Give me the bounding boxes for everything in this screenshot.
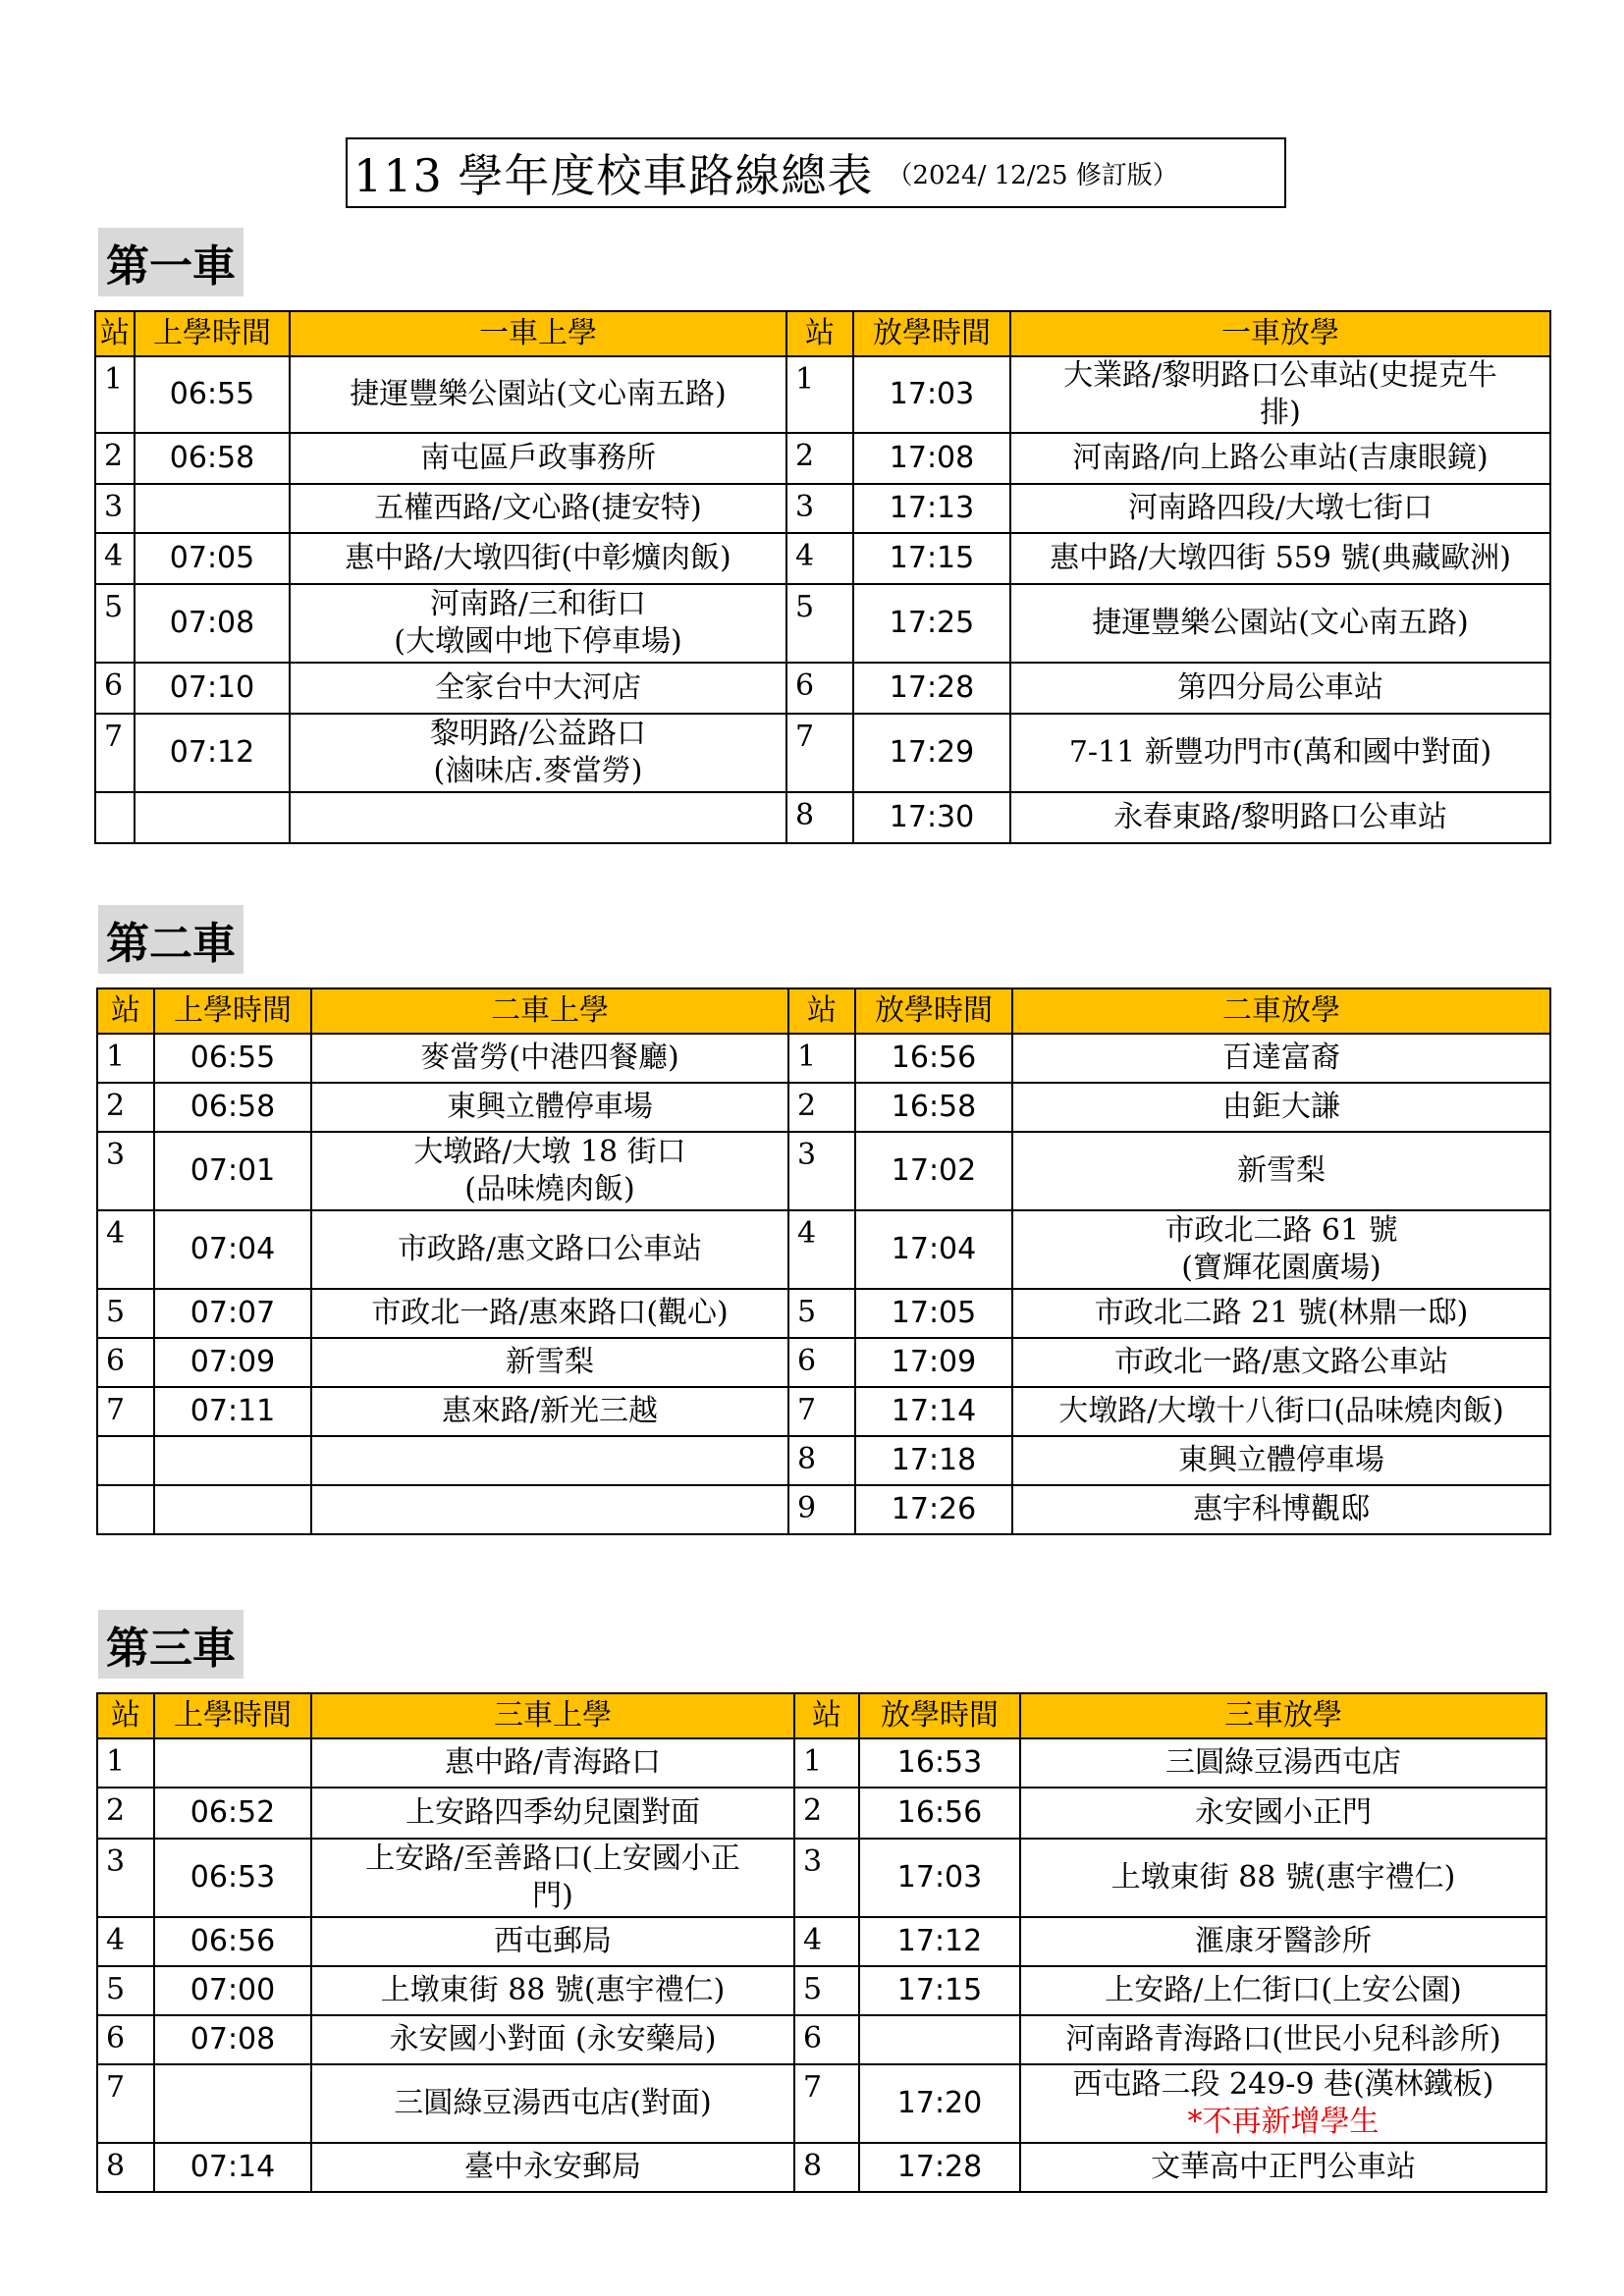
pm-place-line: 上墩東街 88 號(惠宇禮仁) [1110, 1860, 1456, 1895]
table-row [97, 2143, 1546, 2192]
am-place-line: 全家台中大河店 [435, 670, 641, 705]
pm-place-line: 河南路/向上路公車站(吉康眼鏡) [1072, 441, 1489, 475]
am-time [154, 1485, 311, 1534]
pm-stop-place [1010, 484, 1550, 533]
table-row [95, 356, 1550, 433]
pm-stop-place [1010, 714, 1550, 792]
table-row [97, 1210, 1550, 1289]
am-place-line: 黎明路/公益路口 [429, 717, 647, 751]
table-row [97, 1966, 1546, 2015]
header-am-route: 三車上學 [311, 1693, 794, 1738]
pm-stop-number: 7 [788, 1387, 855, 1436]
am-stop-number: 6 [97, 2015, 154, 2064]
pm-stop-place [1020, 1788, 1546, 1839]
am-stop-place [311, 1738, 794, 1788]
header-am-route: 二車上學 [311, 988, 788, 1034]
am-stop-number: 5 [97, 1966, 154, 2015]
pm-stop-number: 6 [788, 1338, 855, 1387]
pm-stop-place [1010, 792, 1550, 843]
table-row [97, 1436, 1550, 1485]
pm-place-line: 第四分局公車站 [1177, 670, 1383, 705]
pm-stop-place [1020, 2143, 1546, 2192]
title-main: 113 學年度校車路線總表 [353, 149, 874, 202]
am-time: 07:12 [135, 714, 290, 792]
pm-place-line: 市政北二路 61 號 [1164, 1213, 1398, 1248]
am-place-line: 五權西路/文心路(捷安特) [374, 491, 702, 525]
pm-place-line: 惠宇科博觀邸 [1193, 1492, 1370, 1526]
pm-place-line: 永春東路/黎明路口公車站 [1112, 800, 1448, 834]
pm-stop-place [1010, 584, 1550, 663]
am-place-line: 上安路四季幼兒園對面 [406, 1795, 700, 1830]
am-time: 07:08 [135, 584, 290, 663]
pm-stop-place [1020, 1917, 1546, 1966]
am-stop-number: 1 [97, 1034, 154, 1083]
am-stop-place [311, 1338, 788, 1387]
table-row [97, 1289, 1550, 1338]
pm-place-line: 滙康牙醫診所 [1195, 1924, 1372, 1958]
header-am-time: 上學時間 [135, 311, 290, 356]
am-stop-number: 6 [95, 663, 135, 714]
am-stop-place [311, 1083, 788, 1132]
car-1-route-table [94, 310, 1551, 844]
pm-stop-place [1020, 2064, 1546, 2143]
pm-place-line: 三圓綠豆湯西屯店 [1165, 1745, 1401, 1780]
am-place-line: 捷運豐樂公園站(文心南五路) [350, 377, 727, 411]
am-stop-number: 1 [97, 1738, 154, 1788]
am-stop-place [290, 584, 786, 663]
pm-stop-number: 5 [786, 584, 853, 663]
pm-time: 17:30 [853, 792, 1010, 843]
pm-time: 17:29 [853, 714, 1010, 792]
pm-time: 17:05 [855, 1289, 1012, 1338]
table-row [97, 1485, 1550, 1534]
header-pm-time: 放學時間 [859, 1693, 1020, 1738]
pm-time: 17:15 [859, 1966, 1020, 2015]
pm-stop-number: 9 [788, 1485, 855, 1534]
car-2-route-table [96, 988, 1551, 1535]
am-time: 06:55 [135, 356, 290, 433]
am-place-line: 麥當勞(中港四餐廳) [420, 1041, 679, 1075]
am-time [154, 1738, 311, 1788]
am-place-line: 臺中永安郵局 [464, 2150, 641, 2184]
table-row [97, 1917, 1546, 1966]
car-2-label: 第二車 [98, 905, 244, 974]
am-stop-number: 3 [97, 1132, 154, 1210]
table-header-row [97, 988, 1550, 1034]
pm-place-line: 河南路青海路口(世民小兒科診所) [1065, 2022, 1501, 2056]
pm-time: 16:58 [855, 1083, 1012, 1132]
am-stop-number: 2 [97, 1788, 154, 1839]
pm-place-line: 捷運豐樂公園站(文心南五路) [1092, 606, 1469, 640]
table-row [97, 1788, 1546, 1839]
table-row [95, 714, 1550, 792]
am-stop-place [311, 2064, 794, 2143]
am-stop-place [311, 1839, 794, 1917]
header-am-time: 上學時間 [154, 1693, 311, 1738]
am-place-line: 大墩路/大墩 18 街口 [413, 1135, 686, 1169]
pm-time: 17:28 [859, 2143, 1020, 2192]
am-stop-place [311, 1034, 788, 1083]
header-pm-route: 二車放學 [1012, 988, 1550, 1034]
pm-stop-place [1020, 2015, 1546, 2064]
pm-stop-number: 6 [794, 2015, 859, 2064]
am-place-line: 永安國小對面 (永安藥局) [389, 2022, 717, 2056]
pm-stop-number: 6 [786, 663, 853, 714]
pm-place-line: 河南路四段/大墩七街口 [1127, 491, 1434, 525]
header-pm-time: 放學時間 [853, 311, 1010, 356]
am-time [135, 484, 290, 533]
am-stop-place [311, 1132, 788, 1210]
pm-stop-number: 5 [794, 1966, 859, 2015]
am-stop-number: 2 [97, 1083, 154, 1132]
am-time: 06:53 [154, 1839, 311, 1917]
pm-stop-place [1010, 663, 1550, 714]
table-row [95, 663, 1550, 714]
am-time [135, 792, 290, 843]
am-place-line: 上墩東街 88 號(惠宇禮仁) [380, 1973, 726, 2007]
am-time [154, 2064, 311, 2143]
pm-stop-place [1012, 1338, 1550, 1387]
pm-stop-number: 2 [786, 433, 853, 484]
pm-place-line: 市政北二路 21 號(林鼎一邸) [1094, 1296, 1469, 1330]
pm-time: 17:14 [855, 1387, 1012, 1436]
pm-time: 17:02 [855, 1132, 1012, 1210]
pm-stop-number: 1 [788, 1034, 855, 1083]
pm-time: 17:15 [853, 533, 1010, 584]
pm-place-line: 永安國小正門 [1195, 1795, 1372, 1830]
header-pm-route: 三車放學 [1020, 1693, 1546, 1738]
table-row [95, 433, 1550, 484]
header-stop: 站 [95, 311, 135, 356]
pm-stop-number: 3 [786, 484, 853, 533]
am-place-line: (大墩國中地下停車場) [394, 624, 682, 659]
table-row [95, 792, 1550, 843]
pm-place-line: 排) [1260, 396, 1301, 430]
am-stop-number [95, 792, 135, 843]
pm-place-line: 大墩路/大墩十八街口(品味燒肉飯) [1058, 1394, 1504, 1428]
pm-stop-place [1020, 1839, 1546, 1917]
header-pm-stop: 站 [786, 311, 853, 356]
car-3-route-table [96, 1692, 1547, 2193]
pm-place-line: 西屯路二段 249-9 巷(漢林鐵板) [1072, 2067, 1494, 2102]
am-time: 06:58 [154, 1083, 311, 1132]
header-pm-stop: 站 [788, 988, 855, 1034]
pm-place-line: 惠中路/大墩四街 559 號(典藏歐洲) [1050, 541, 1511, 575]
am-place-line: 惠中路/青海路口 [444, 1745, 662, 1780]
header-pm-time: 放學時間 [855, 988, 1012, 1034]
pm-stop-number: 4 [794, 1917, 859, 1966]
header-pm-route: 一車放學 [1010, 311, 1550, 356]
am-place-line: 新雪梨 [506, 1345, 594, 1379]
am-stop-number: 3 [95, 484, 135, 533]
am-time: 07:11 [154, 1387, 311, 1436]
pm-place-line: (寶輝花園廣場) [1181, 1251, 1381, 1285]
pm-stop-place [1012, 1387, 1550, 1436]
am-stop-place [311, 1485, 788, 1534]
am-time: 06:56 [154, 1917, 311, 1966]
pm-stop-place [1012, 1132, 1550, 1210]
header-stop: 站 [97, 1693, 154, 1738]
am-stop-place [311, 1917, 794, 1966]
table-row [97, 1132, 1550, 1210]
am-stop-place [290, 714, 786, 792]
am-time: 07:08 [154, 2015, 311, 2064]
pm-stop-number: 2 [788, 1083, 855, 1132]
header-am-time: 上學時間 [154, 988, 311, 1034]
am-stop-number: 7 [97, 2064, 154, 2143]
am-place-line: (滷味店.麥當勞) [433, 754, 643, 788]
am-stop-number: 4 [95, 533, 135, 584]
table-row [97, 1034, 1550, 1083]
am-place-line: 市政北一路/惠來路口(觀心) [371, 1296, 729, 1330]
pm-time: 17:08 [853, 433, 1010, 484]
am-stop-place [290, 356, 786, 433]
pm-time: 17:03 [859, 1839, 1020, 1917]
pm-stop-number: 8 [786, 792, 853, 843]
am-stop-number: 6 [97, 1338, 154, 1387]
pm-time: 17:20 [859, 2064, 1020, 2143]
am-place-line: 三圓綠豆湯西屯店(對面) [394, 2086, 712, 2120]
pm-time: 17:09 [855, 1338, 1012, 1387]
pm-stop-place [1012, 1289, 1550, 1338]
pm-place-line: 市政北一路/惠文路公車站 [1113, 1345, 1449, 1379]
am-place-line: 門) [532, 1879, 573, 1913]
am-place-line: 東興立體停車場 [447, 1090, 653, 1124]
document-title [346, 137, 1286, 208]
pm-stop-number: 1 [794, 1738, 859, 1788]
am-time [154, 1436, 311, 1485]
pm-time: 17:26 [855, 1485, 1012, 1534]
am-time: 07:04 [154, 1210, 311, 1289]
pm-place-line: 新雪梨 [1237, 1153, 1326, 1188]
am-stop-place [311, 1966, 794, 2015]
am-stop-number: 4 [97, 1917, 154, 1966]
am-stop-number: 5 [97, 1289, 154, 1338]
table-header-row [97, 1693, 1546, 1738]
table-row [97, 2064, 1546, 2143]
am-stop-number [97, 1485, 154, 1534]
pm-stop-number: 8 [794, 2143, 859, 2192]
am-time: 07:05 [135, 533, 290, 584]
am-stop-place [290, 433, 786, 484]
car-1-label: 第一車 [98, 228, 244, 296]
table-row [97, 2015, 1546, 2064]
pm-place-line: 由鉅大謙 [1222, 1090, 1340, 1124]
am-stop-number: 4 [97, 1210, 154, 1289]
am-stop-place [311, 1436, 788, 1485]
am-stop-place [311, 2143, 794, 2192]
am-stop-number: 7 [95, 714, 135, 792]
am-time: 07:01 [154, 1132, 311, 1210]
table-row [95, 484, 1550, 533]
am-time: 06:52 [154, 1788, 311, 1839]
pm-time: 16:53 [859, 1738, 1020, 1788]
header-pm-stop: 站 [794, 1693, 859, 1738]
am-time: 07:00 [154, 1966, 311, 2015]
am-stop-number: 1 [95, 356, 135, 433]
pm-place-line: 東興立體停車場 [1178, 1443, 1384, 1477]
pm-stop-place [1010, 533, 1550, 584]
pm-stop-place [1020, 1966, 1546, 2015]
pm-stop-number: 4 [786, 533, 853, 584]
pm-stop-number: 7 [794, 2064, 859, 2143]
pm-time: 17:12 [859, 1917, 1020, 1966]
pm-time: 16:56 [855, 1034, 1012, 1083]
am-place-line: 市政路/惠文路口公車站 [397, 1232, 703, 1266]
pm-place-line: 上安路/上仁街口(上安公園) [1105, 1973, 1462, 2007]
am-place-line: 上安路/至善路口(上安國小正 [365, 1842, 740, 1876]
am-stop-number: 5 [95, 584, 135, 663]
table-row [95, 584, 1550, 663]
title-revision: （2024/ 12/25 修訂版） [887, 160, 1178, 190]
table-row [97, 1338, 1550, 1387]
pm-stop-number: 4 [788, 1210, 855, 1289]
pm-stop-place [1012, 1436, 1550, 1485]
pm-stop-place [1010, 433, 1550, 484]
table-header-row [95, 311, 1550, 356]
pm-place-line: 7-11 新豐功門市(萬和國中對面) [1068, 735, 1492, 770]
pm-place-line: 百達富裔 [1222, 1041, 1340, 1075]
pm-stop-place [1012, 1034, 1550, 1083]
pm-stop-number: 3 [788, 1132, 855, 1210]
pm-stop-place [1012, 1083, 1550, 1132]
am-stop-place [290, 484, 786, 533]
pm-stop-number: 2 [794, 1788, 859, 1839]
pm-time [859, 2015, 1020, 2064]
table-row [97, 1387, 1550, 1436]
pm-time: 17:25 [853, 584, 1010, 663]
am-place-line: 惠中路/大墩四街(中彰爌肉飯) [345, 541, 731, 575]
am-stop-place [290, 792, 786, 843]
am-time: 06:55 [154, 1034, 311, 1083]
header-am-route: 一車上學 [290, 311, 786, 356]
table-row [97, 1738, 1546, 1788]
am-stop-place [311, 2015, 794, 2064]
pm-stop-place [1012, 1210, 1550, 1289]
am-stop-place [311, 1289, 788, 1338]
am-time: 07:10 [135, 663, 290, 714]
pm-stop-place [1012, 1485, 1550, 1534]
am-stop-number: 7 [97, 1387, 154, 1436]
pm-stop-number: 3 [794, 1839, 859, 1917]
table-row [97, 1839, 1546, 1917]
am-stop-number: 2 [95, 433, 135, 484]
pm-time: 17:13 [853, 484, 1010, 533]
pm-time: 17:04 [855, 1210, 1012, 1289]
car-3-label: 第三車 [98, 1610, 244, 1679]
am-place-line: 西屯郵局 [494, 1924, 612, 1958]
pm-place-line: 大業路/黎明路口公車站(史提克牛 [1063, 358, 1497, 393]
am-stop-place [311, 1387, 788, 1436]
am-stop-number: 8 [97, 2143, 154, 2192]
am-place-line: 南屯區戶政事務所 [420, 441, 656, 475]
am-time: 07:07 [154, 1289, 311, 1338]
am-stop-place [311, 1210, 788, 1289]
am-stop-number [97, 1436, 154, 1485]
pm-stop-number: 8 [788, 1436, 855, 1485]
pm-place-line: 文華高中正門公車站 [1151, 2150, 1416, 2184]
pm-stop-place [1020, 1738, 1546, 1788]
pm-time: 17:03 [853, 356, 1010, 433]
am-time: 06:58 [135, 433, 290, 484]
pm-time: 17:28 [853, 663, 1010, 714]
am-stop-place [290, 663, 786, 714]
am-time: 07:14 [154, 2143, 311, 2192]
am-place-line: 惠來路/新光三越 [441, 1394, 659, 1428]
table-row [95, 533, 1550, 584]
header-stop: 站 [97, 988, 154, 1034]
pm-stop-number: 1 [786, 356, 853, 433]
pm-time: 16:56 [859, 1788, 1020, 1839]
table-row [97, 1083, 1550, 1132]
pm-stop-place [1010, 356, 1550, 433]
notice-text: *不再新增學生 [1187, 2105, 1380, 2139]
am-stop-number: 3 [97, 1839, 154, 1917]
pm-stop-number: 5 [788, 1289, 855, 1338]
am-place-line: 河南路/三和街口 [429, 587, 647, 621]
pm-stop-number: 7 [786, 714, 853, 792]
pm-time: 17:18 [855, 1436, 1012, 1485]
am-time: 07:09 [154, 1338, 311, 1387]
am-place-line: (品味燒肉飯) [464, 1172, 635, 1206]
am-stop-place [311, 1788, 794, 1839]
am-stop-place [290, 533, 786, 584]
